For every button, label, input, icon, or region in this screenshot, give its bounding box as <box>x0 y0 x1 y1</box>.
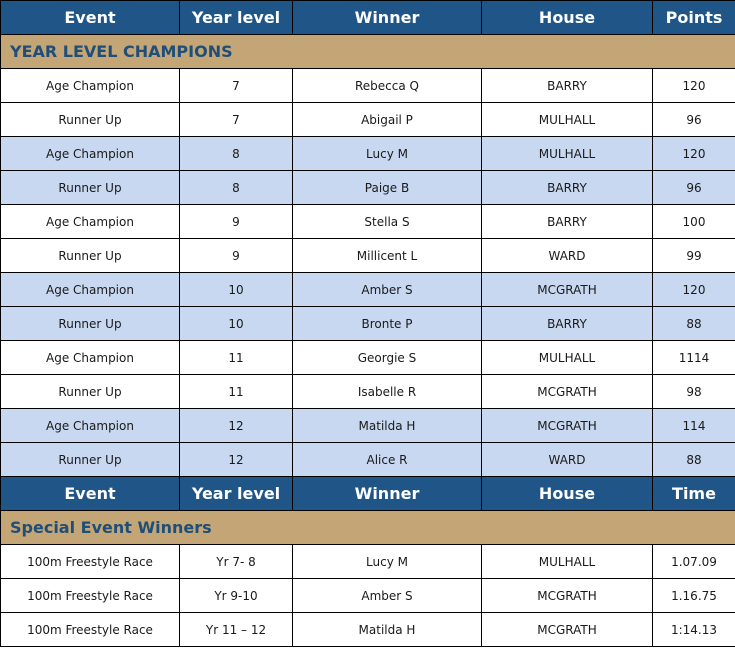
cell-time: 1:14.13 <box>653 613 735 647</box>
cell-points: 99 <box>653 239 735 273</box>
header-winner: Winner <box>293 1 482 35</box>
table-row <box>1 579 735 613</box>
cell-year-level: 10 <box>180 307 293 341</box>
table-row <box>1 137 735 171</box>
cell-points: 120 <box>653 137 735 171</box>
header-year-level: Year level <box>180 1 293 35</box>
cell-winner: Bronte P <box>293 307 482 341</box>
results-table-body <box>1 1 735 647</box>
cell-year-level: Yr 7- 8 <box>180 545 293 579</box>
cell-event: Age Champion <box>1 137 180 171</box>
cell-year-level: 11 <box>180 375 293 409</box>
cell-year-level: 9 <box>180 205 293 239</box>
cell-winner: Stella S <box>293 205 482 239</box>
cell-points: 120 <box>653 69 735 103</box>
cell-points: 114 <box>653 409 735 443</box>
cell-event: Runner Up <box>1 307 180 341</box>
cell-event: Runner Up <box>1 375 180 409</box>
cell-winner: Amber S <box>293 273 482 307</box>
cell-time: 1.07.09 <box>653 545 735 579</box>
cell-house: WARD <box>482 443 653 477</box>
cell-house: MULHALL <box>482 545 653 579</box>
section-year-level-champions <box>1 35 735 69</box>
table-row <box>1 443 735 477</box>
cell-year-level: 7 <box>180 103 293 137</box>
cell-year-level: Yr 11 – 12 <box>180 613 293 647</box>
cell-event: Runner Up <box>1 171 180 205</box>
cell-event: 100m Freestyle Race <box>1 579 180 613</box>
cell-house: MULHALL <box>482 137 653 171</box>
header-last: Time <box>653 477 735 511</box>
cell-winner: Paige B <box>293 171 482 205</box>
table-row <box>1 239 735 273</box>
section-title: Special Event Winners <box>1 511 735 545</box>
cell-winner: Isabelle R <box>293 375 482 409</box>
header-house: House <box>482 477 653 511</box>
cell-year-level: 9 <box>180 239 293 273</box>
cell-winner: Georgie S <box>293 341 482 375</box>
cell-year-level: 8 <box>180 137 293 171</box>
header-last: Points <box>653 1 735 35</box>
cell-year-level: Yr 9-10 <box>180 579 293 613</box>
cell-event: 100m Freestyle Race <box>1 545 180 579</box>
header-event: Event <box>1 1 180 35</box>
cell-year-level: 12 <box>180 443 293 477</box>
section-special-event-winners <box>1 511 735 545</box>
table-row <box>1 545 735 579</box>
cell-winner: Lucy M <box>293 137 482 171</box>
cell-event: 100m Freestyle Race <box>1 613 180 647</box>
cell-winner: Alice R <box>293 443 482 477</box>
cell-house: BARRY <box>482 205 653 239</box>
cell-house: MCGRATH <box>482 409 653 443</box>
cell-house: BARRY <box>482 171 653 205</box>
section-title: YEAR LEVEL CHAMPIONS <box>1 35 735 69</box>
table-row <box>1 205 735 239</box>
header-winner: Winner <box>293 477 482 511</box>
cell-house: MULHALL <box>482 103 653 137</box>
cell-house: MCGRATH <box>482 579 653 613</box>
table-row <box>1 375 735 409</box>
table-row <box>1 307 735 341</box>
cell-points: 88 <box>653 443 735 477</box>
header-house: House <box>482 1 653 35</box>
cell-event: Age Champion <box>1 205 180 239</box>
header-event: Event <box>1 477 180 511</box>
cell-event: Age Champion <box>1 273 180 307</box>
cell-house: MCGRATH <box>482 375 653 409</box>
table-row <box>1 171 735 205</box>
cell-event: Runner Up <box>1 103 180 137</box>
cell-house: WARD <box>482 239 653 273</box>
cell-points: 1114 <box>653 341 735 375</box>
header-row <box>1 477 735 511</box>
cell-event: Age Champion <box>1 409 180 443</box>
cell-house: MULHALL <box>482 341 653 375</box>
cell-year-level: 12 <box>180 409 293 443</box>
cell-event: Runner Up <box>1 239 180 273</box>
cell-points: 100 <box>653 205 735 239</box>
cell-year-level: 7 <box>180 69 293 103</box>
cell-year-level: 11 <box>180 341 293 375</box>
cell-event: Runner Up <box>1 443 180 477</box>
header-year-level: Year level <box>180 477 293 511</box>
table-row <box>1 69 735 103</box>
cell-points: 88 <box>653 307 735 341</box>
cell-points: 96 <box>653 103 735 137</box>
cell-winner: Lucy M <box>293 545 482 579</box>
cell-winner: Millicent L <box>293 239 482 273</box>
header-row <box>1 1 735 35</box>
cell-house: MCGRATH <box>482 273 653 307</box>
cell-winner: Amber S <box>293 579 482 613</box>
cell-event: Age Champion <box>1 69 180 103</box>
cell-winner: Matilda H <box>293 613 482 647</box>
cell-winner: Rebecca Q <box>293 69 482 103</box>
table-row <box>1 409 735 443</box>
cell-house: BARRY <box>482 307 653 341</box>
cell-house: MCGRATH <box>482 613 653 647</box>
cell-points: 120 <box>653 273 735 307</box>
table-row <box>1 103 735 137</box>
cell-house: BARRY <box>482 69 653 103</box>
cell-points: 98 <box>653 375 735 409</box>
table-row <box>1 613 735 647</box>
cell-points: 96 <box>653 171 735 205</box>
cell-winner: Matilda H <box>293 409 482 443</box>
cell-event: Age Champion <box>1 341 180 375</box>
cell-year-level: 10 <box>180 273 293 307</box>
table-row <box>1 273 735 307</box>
cell-year-level: 8 <box>180 171 293 205</box>
cell-winner: Abigail P <box>293 103 482 137</box>
table-row <box>1 341 735 375</box>
cell-time: 1.16.75 <box>653 579 735 613</box>
